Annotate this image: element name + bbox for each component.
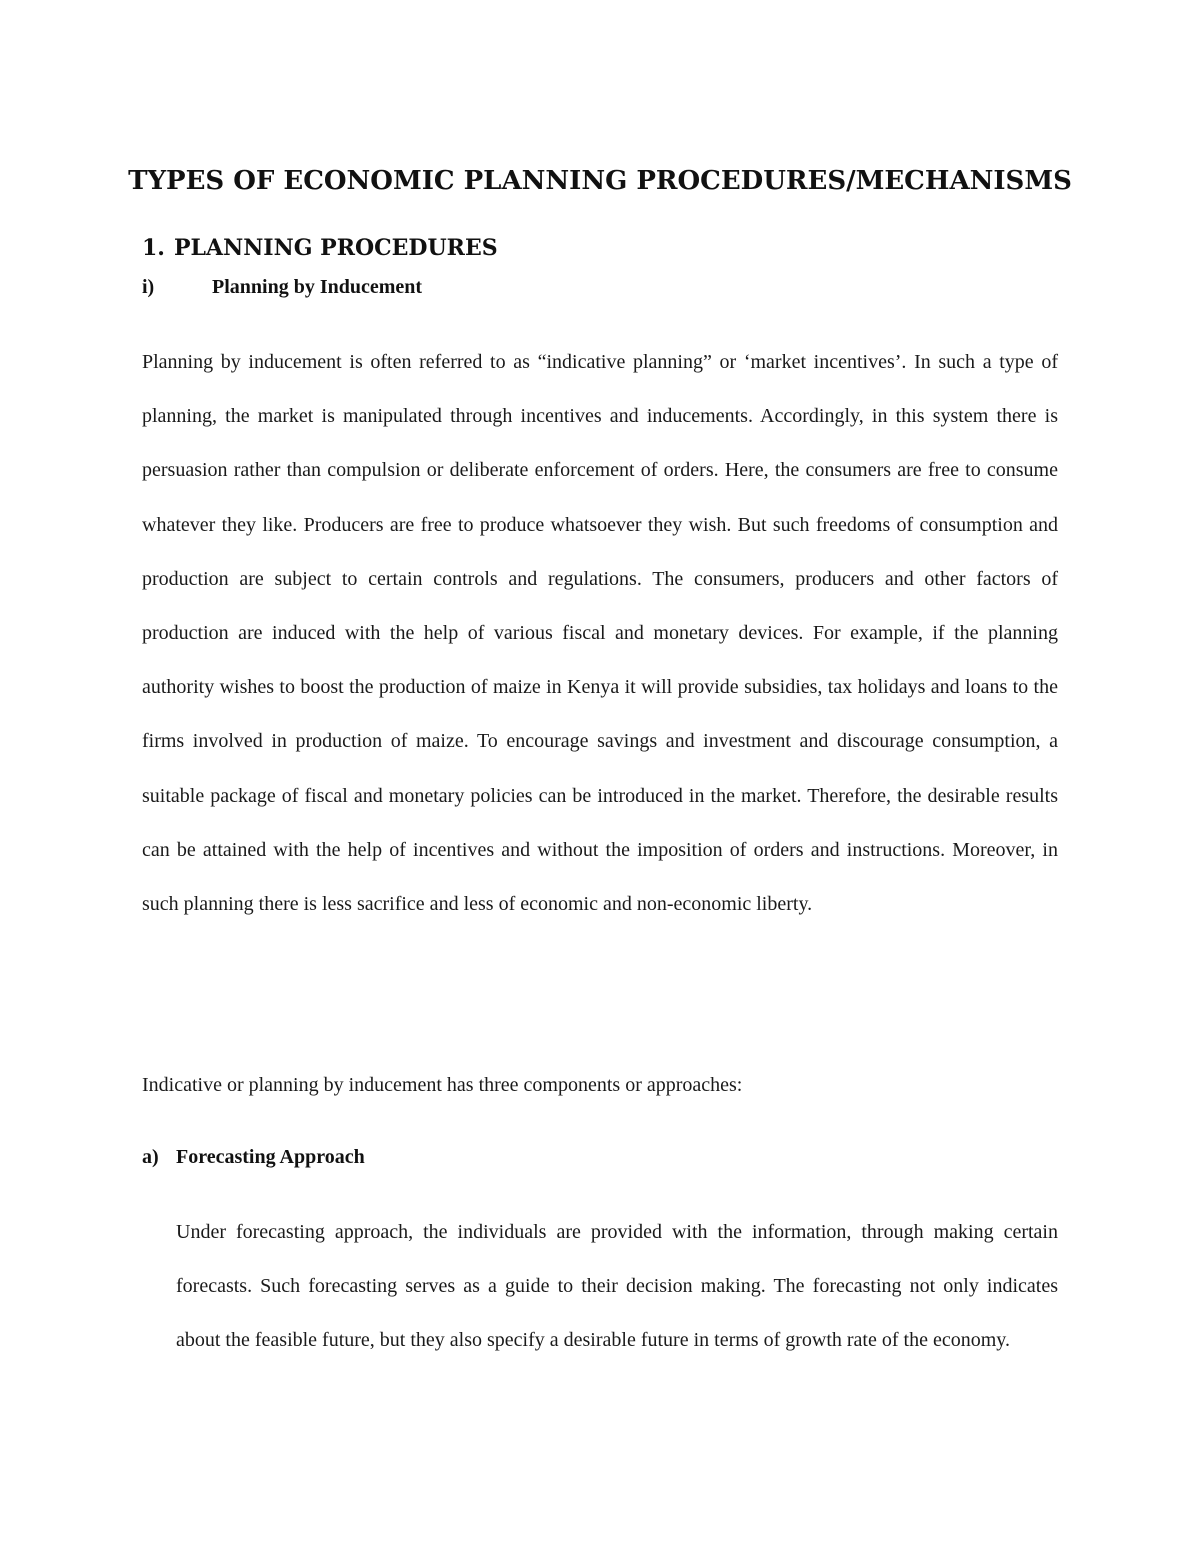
component-heading-text: Forecasting Approach — [176, 1146, 365, 1168]
component-number: a) — [142, 1146, 159, 1168]
subsection-heading — [142, 276, 422, 299]
subsection-heading-text: Planning by Inducement — [212, 276, 423, 298]
subsection-number: i) — [142, 276, 155, 298]
component-heading — [142, 1146, 365, 1169]
paragraph-planning-by-inducement: Planning by inducement is often referred to as “indicative planning” or ‘market incentives’. In such a type of planning, the market is manipulated through incentives and inducements. Accordingly, in this system there is persuasion rather than compulsion or deliberate enforcement of orders. Here, the consumers are free to consume whatever they like. Producers are free to produce whatsoever they wish. But such freedoms of consumption and production are subject to certain controls and regulations. The consumers, producers and other factors of production are induced with the help of various fiscal and monetary devices. For example, if the planning authority wishes to boost the production of maize in Kenya it will provide subsidies, tax holidays and loans to the firms involved in production of maize. To encourage savings and investment and discourage consumption, a suitable package of fiscal and monetary policies can be introduced in the market. Therefore, the desirable results can be attained with the help of incentives and without the imposition of orders and instructions. Moreover, in such planning there is less sacrifice and less of economic and non-economic liberty. — [142, 351, 1058, 916]
document-title: TYPES OF ECONOMIC PLANNING PROCEDURES/MECHANISMS — [128, 166, 1072, 196]
paragraph-components-intro: Indicative or planning by inducement has three components or approaches: — [142, 1074, 743, 1096]
section-heading — [142, 235, 498, 261]
paragraph-forecasting-approach: Under forecasting approach, the individuals are provided with the information, through making certain forecasts. Such forecasting serves as a guide to their decision making. The forecasting not only indicates about the feasible future, but they also specify a desirable future in terms of growth rate of the economy. — [176, 1221, 1058, 1352]
section-heading-text: PLANNING PROCEDURES — [174, 235, 498, 261]
section-number: 1. — [142, 235, 165, 261]
